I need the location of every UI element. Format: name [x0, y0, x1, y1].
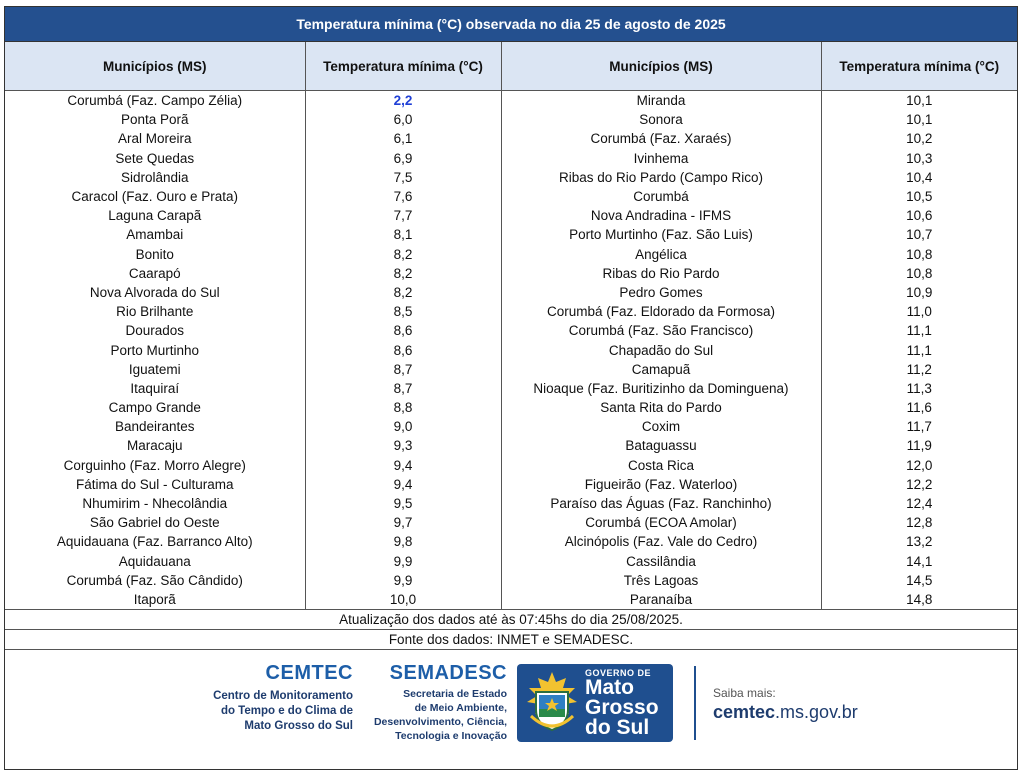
municipio-cell: Bonito — [5, 245, 305, 264]
semadesc-name: SEMADESC — [389, 662, 507, 685]
municipio-cell: Paranaíba — [501, 590, 821, 609]
municipio-cell: Pedro Gomes — [501, 283, 821, 302]
municipio-cell: Nova Alvorada do Sul — [5, 283, 305, 302]
temperature-cell: 12,4 — [821, 494, 1017, 513]
table-row — [5, 360, 1017, 379]
table-row — [5, 379, 1017, 398]
temperature-cell: 10,3 — [821, 149, 1017, 168]
municipio-cell: Sete Quedas — [5, 149, 305, 168]
temperature-cell: 9,8 — [305, 532, 501, 551]
table-row — [5, 149, 1017, 168]
temperature-cell: 8,8 — [305, 398, 501, 417]
municipio-cell: Ivinhema — [501, 149, 821, 168]
state-seal-icon — [523, 670, 581, 736]
site-bold: cemtec — [713, 702, 776, 723]
municipio-cell: Figueirão (Faz. Waterloo) — [501, 475, 821, 494]
table-row — [5, 168, 1017, 187]
temperature-cell: 10,9 — [821, 283, 1017, 302]
saiba-mais-label: Saiba mais: — [713, 686, 776, 701]
municipio-cell: Corumbá — [501, 187, 821, 206]
governo-line: Grosso — [585, 696, 659, 720]
temperature-report — [4, 6, 1018, 770]
municipio-cell: Miranda — [501, 91, 821, 111]
temperature-cell: 14,1 — [821, 552, 1017, 571]
temperature-cell: 11,3 — [821, 379, 1017, 398]
table-row — [5, 225, 1017, 244]
municipio-cell: Corumbá (Faz. São Francisco) — [501, 321, 821, 340]
municipio-cell: Iguatemi — [5, 360, 305, 379]
municipio-cell: Chapadão do Sul — [501, 340, 821, 359]
table-row — [5, 552, 1017, 571]
temperature-cell: 11,1 — [821, 321, 1017, 340]
municipio-cell: Alcinópolis (Faz. Vale do Cedro) — [501, 532, 821, 551]
temperature-cell: 11,6 — [821, 398, 1017, 417]
municipio-cell: Aquidauana (Faz. Barranco Alto) — [5, 532, 305, 551]
municipio-cell: Nova Andradina - IFMS — [501, 206, 821, 225]
temperature-cell: 10,0 — [305, 590, 501, 609]
table-row — [5, 513, 1017, 532]
temperature-cell: 2,2 — [305, 91, 501, 111]
header-temperatura-left: Temperatura mínima (°C) — [305, 42, 501, 91]
municipio-cell: Paraíso das Águas (Faz. Ranchinho) — [501, 494, 821, 513]
site-rest: .ms.gov.br — [775, 702, 858, 723]
source-note: Fonte dos dados: INMET e SEMADESC. — [5, 629, 1017, 649]
temperature-cell: 11,2 — [821, 360, 1017, 379]
municipio-cell: Itaquiraí — [5, 379, 305, 398]
temperature-cell: 6,9 — [305, 149, 501, 168]
municipio-cell: Corguinho (Faz. Morro Alegre) — [5, 456, 305, 475]
report-title: Temperatura mínima (°C) observada no dia 25 de agosto de 2025 — [5, 7, 1017, 42]
temperature-cell: 10,6 — [821, 206, 1017, 225]
table-row — [5, 321, 1017, 340]
temperature-cell: 10,7 — [821, 225, 1017, 244]
temperature-cell: 9,9 — [305, 571, 501, 590]
table-row — [5, 187, 1017, 206]
municipio-cell: Itaporã — [5, 590, 305, 609]
footer-logos — [5, 649, 1017, 754]
semadesc-description — [365, 687, 507, 743]
semadesc-line: Desenvolvimento, Ciência, — [373, 716, 507, 729]
temperature-cell: 9,0 — [305, 417, 501, 436]
municipio-cell: Campo Grande — [5, 398, 305, 417]
municipio-cell: Fátima do Sul - Culturama — [5, 475, 305, 494]
cemtec-line: do Tempo e do Clima de — [220, 705, 353, 718]
municipio-cell: Corumbá (Faz. Eldorado da Formosa) — [501, 302, 821, 321]
temperature-cell: 14,8 — [821, 590, 1017, 609]
temperature-table — [5, 42, 1017, 609]
municipio-cell: São Gabriel do Oeste — [5, 513, 305, 532]
temperature-cell: 8,6 — [305, 321, 501, 340]
temperature-cell: 6,1 — [305, 129, 501, 148]
temperature-cell: 9,5 — [305, 494, 501, 513]
temperature-cell: 10,1 — [821, 91, 1017, 111]
table-row — [5, 398, 1017, 417]
temperature-cell: 9,7 — [305, 513, 501, 532]
governo-text — [585, 668, 659, 738]
cemtec-description — [189, 689, 353, 734]
temperature-cell: 11,0 — [821, 302, 1017, 321]
table-row — [5, 302, 1017, 321]
footer-divider — [694, 666, 696, 740]
temperature-cell: 7,7 — [305, 206, 501, 225]
semadesc-logo — [365, 662, 507, 743]
cemtec-line: Mato Grosso do Sul — [244, 720, 353, 733]
table-row — [5, 590, 1017, 609]
cemtec-logo — [189, 662, 353, 734]
semadesc-line: Tecnologia e Inovação — [395, 730, 507, 743]
table-row — [5, 264, 1017, 283]
table-row — [5, 532, 1017, 551]
cemtec-name: CEMTEC — [265, 662, 353, 685]
municipio-cell: Bandeirantes — [5, 417, 305, 436]
table-row — [5, 571, 1017, 590]
municipio-cell: Coxim — [501, 417, 821, 436]
temperature-cell: 9,4 — [305, 456, 501, 475]
municipio-cell: Laguna Carapã — [5, 206, 305, 225]
municipio-cell: Santa Rita do Pardo — [501, 398, 821, 417]
temperature-cell: 11,9 — [821, 436, 1017, 455]
municipio-cell: Costa Rica — [501, 456, 821, 475]
municipio-cell: Aquidauana — [5, 552, 305, 571]
municipio-cell: Caarapó — [5, 264, 305, 283]
municipio-cell: Ribas do Rio Pardo (Campo Rico) — [501, 168, 821, 187]
temperature-cell: 12,2 — [821, 475, 1017, 494]
temperature-cell: 13,2 — [821, 532, 1017, 551]
temperature-cell: 12,8 — [821, 513, 1017, 532]
municipio-cell: Corumbá (ECOA Amolar) — [501, 513, 821, 532]
temperature-cell: 11,7 — [821, 417, 1017, 436]
municipio-cell: Bataguassu — [501, 436, 821, 455]
temperature-cell: 9,4 — [305, 475, 501, 494]
table-row — [5, 417, 1017, 436]
table-row — [5, 475, 1017, 494]
semadesc-line: de Meio Ambiente, — [414, 702, 507, 715]
temperature-cell: 7,5 — [305, 168, 501, 187]
temperature-cell: 8,2 — [305, 264, 501, 283]
governo-line: Mato — [585, 676, 634, 700]
temperature-cell: 6,0 — [305, 110, 501, 129]
semadesc-line: Secretaria de Estado — [403, 688, 507, 701]
table-header-row — [5, 42, 1017, 91]
temperature-cell: 9,9 — [305, 552, 501, 571]
site-link[interactable] — [713, 702, 858, 723]
header-municipios-right: Municípios (MS) — [501, 42, 821, 91]
temperature-cell: 10,4 — [821, 168, 1017, 187]
table-row — [5, 283, 1017, 302]
header-municipios-left: Municípios (MS) — [5, 42, 305, 91]
table-row — [5, 494, 1017, 513]
municipio-cell: Ponta Porã — [5, 110, 305, 129]
table-row — [5, 436, 1017, 455]
temperature-cell: 11,1 — [821, 340, 1017, 359]
municipio-cell: Sonora — [501, 110, 821, 129]
municipio-cell: Nioaque (Faz. Buritizinho da Dominguena) — [501, 379, 821, 398]
temperature-cell: 10,5 — [821, 187, 1017, 206]
municipio-cell: Corumbá (Faz. Xaraés) — [501, 129, 821, 148]
cemtec-line: Centro de Monitoramento — [213, 690, 353, 703]
temperature-cell: 8,5 — [305, 302, 501, 321]
temperature-cell: 12,0 — [821, 456, 1017, 475]
temperature-cell: 8,6 — [305, 340, 501, 359]
municipio-cell: Maracaju — [5, 436, 305, 455]
municipio-cell: Dourados — [5, 321, 305, 340]
municipio-cell: Camapuã — [501, 360, 821, 379]
municipio-cell: Ribas do Rio Pardo — [501, 264, 821, 283]
temperature-cell: 10,8 — [821, 245, 1017, 264]
temperature-cell: 8,7 — [305, 379, 501, 398]
table-row — [5, 110, 1017, 129]
update-note: Atualização dos dados até às 07:45hs do dia 25/08/2025. — [5, 609, 1017, 629]
saiba-mais — [713, 686, 858, 723]
table-row — [5, 245, 1017, 264]
municipio-cell: Sidrolândia — [5, 168, 305, 187]
temperature-cell: 8,1 — [305, 225, 501, 244]
municipio-cell: Corumbá (Faz. São Cândido) — [5, 571, 305, 590]
temperature-cell: 8,2 — [305, 245, 501, 264]
municipio-cell: Cassilândia — [501, 552, 821, 571]
table-row — [5, 129, 1017, 148]
temperature-cell: 10,2 — [821, 129, 1017, 148]
table-row — [5, 456, 1017, 475]
governo-ms-logo — [517, 664, 673, 742]
municipio-cell: Nhumirim - Nhecolândia — [5, 494, 305, 513]
temperature-cell: 14,5 — [821, 571, 1017, 590]
municipio-cell: Rio Brilhante — [5, 302, 305, 321]
temperature-cell: 10,1 — [821, 110, 1017, 129]
table-row — [5, 206, 1017, 225]
temperature-cell: 8,2 — [305, 283, 501, 302]
governo-label: GOVERNO DE — [585, 668, 652, 679]
temperature-cell: 9,3 — [305, 436, 501, 455]
municipio-cell: Porto Murtinho — [5, 340, 305, 359]
table-row — [5, 91, 1017, 111]
municipio-cell: Caracol (Faz. Ouro e Prata) — [5, 187, 305, 206]
municipio-cell: Corumbá (Faz. Campo Zélia) — [5, 91, 305, 111]
governo-line: do Sul — [585, 716, 650, 740]
temperature-cell: 7,6 — [305, 187, 501, 206]
table-row — [5, 340, 1017, 359]
municipio-cell: Porto Murtinho (Faz. São Luis) — [501, 225, 821, 244]
temperature-cell: 10,8 — [821, 264, 1017, 283]
temperature-cell: 8,7 — [305, 360, 501, 379]
header-temperatura-right: Temperatura mínima (°C) — [821, 42, 1017, 91]
municipio-cell: Amambai — [5, 225, 305, 244]
municipio-cell: Aral Moreira — [5, 129, 305, 148]
municipio-cell: Três Lagoas — [501, 571, 821, 590]
municipio-cell: Angélica — [501, 245, 821, 264]
